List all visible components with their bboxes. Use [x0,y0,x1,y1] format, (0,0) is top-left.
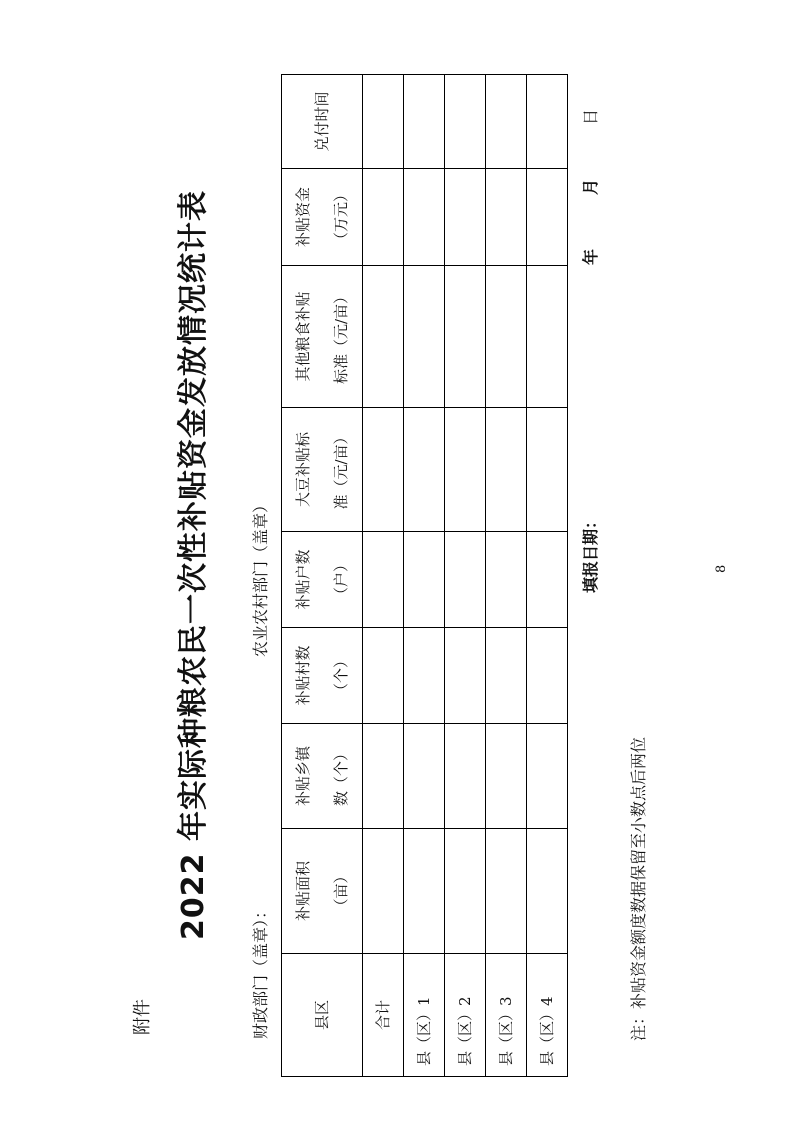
table-cell[interactable] [445,408,486,532]
table-cell[interactable] [527,628,568,724]
table-cell[interactable] [363,266,404,408]
table-cell[interactable] [363,628,404,724]
table-cell[interactable] [486,408,527,532]
table-row [404,75,445,1077]
table-cell[interactable] [404,169,445,266]
fill-date-year: 年 [581,248,600,265]
table-cell[interactable] [445,628,486,724]
table-row [445,75,486,1077]
table-cell[interactable] [527,266,568,408]
table-cell[interactable] [527,408,568,532]
footnote: 注：补贴资金额度数据保留至小数点后两位 [629,736,648,1041]
table-cell[interactable] [445,266,486,408]
header-other-grain-standard: 其他粮食补贴 标准（元/亩） [282,266,363,408]
table-cell[interactable] [445,169,486,266]
table-cell[interactable] [363,169,404,266]
fill-date-day: 日 [581,108,600,125]
header-area: 补贴面积 （亩） [282,829,363,954]
table-row [527,75,568,1077]
finance-dept-seal-label: 财政部门（盖章）： [251,902,270,1039]
table-cell[interactable] [486,628,527,724]
table-cell[interactable] [363,75,404,169]
table-cell[interactable] [486,532,527,628]
table-cell[interactable] [404,408,445,532]
page-number: 8 [714,564,729,573]
header-soybean-standard: 大豆补贴标 准（元/亩） [282,408,363,532]
table-cell[interactable] [404,75,445,169]
row-label-county-2: 县（区）2 [445,954,486,1077]
agri-dept-seal-label: 农业农村部门（盖章） [251,496,270,657]
table-cell[interactable] [363,829,404,954]
fill-date-month: 月 [581,178,600,195]
table-cell[interactable] [404,532,445,628]
table-cell[interactable] [527,724,568,829]
table-cell[interactable] [486,829,527,954]
row-label-county-4: 县（区）4 [527,954,568,1077]
table-cell[interactable] [445,532,486,628]
statistics-table [281,74,568,1077]
table-cell[interactable] [486,169,527,266]
table-cell[interactable] [363,408,404,532]
header-subsidy-funds: 补贴资金 （万元） [282,169,363,266]
table-cell[interactable] [363,532,404,628]
attachment-label: 附件 [132,999,153,1035]
row-label-county-1: 县（区）1 [404,954,445,1077]
table-cell[interactable] [404,829,445,954]
table-cell[interactable] [404,266,445,408]
table-cell[interactable] [445,829,486,954]
row-label-county-3: 县（区）3 [486,954,527,1077]
table-cell[interactable] [404,628,445,724]
page-title: 2022 年实际种粮农民一次性补贴资金发放情况统计表 [176,190,211,940]
header-villages: 补贴村数 （个） [282,628,363,724]
header-households: 补贴户数 （户） [282,532,363,628]
fill-date-label: 填报日期： [581,512,600,593]
table-cell[interactable] [404,724,445,829]
table-cell[interactable] [486,75,527,169]
table-cell[interactable] [363,724,404,829]
table-cell[interactable] [527,169,568,266]
header-towns: 补贴乡镇 数（个） [282,724,363,829]
row-label-total: 合计 [363,954,404,1077]
table-header-row [282,75,363,1077]
table-cell[interactable] [527,532,568,628]
table-cell[interactable] [445,75,486,169]
table-cell[interactable] [486,266,527,408]
header-payment-time: 兑付时间 [282,75,363,169]
table-cell[interactable] [527,829,568,954]
header-county: 县区 [282,954,363,1077]
table-cell[interactable] [445,724,486,829]
table-row [363,75,404,1077]
table-cell[interactable] [527,75,568,169]
table-row [486,75,527,1077]
table-cell[interactable] [486,724,527,829]
